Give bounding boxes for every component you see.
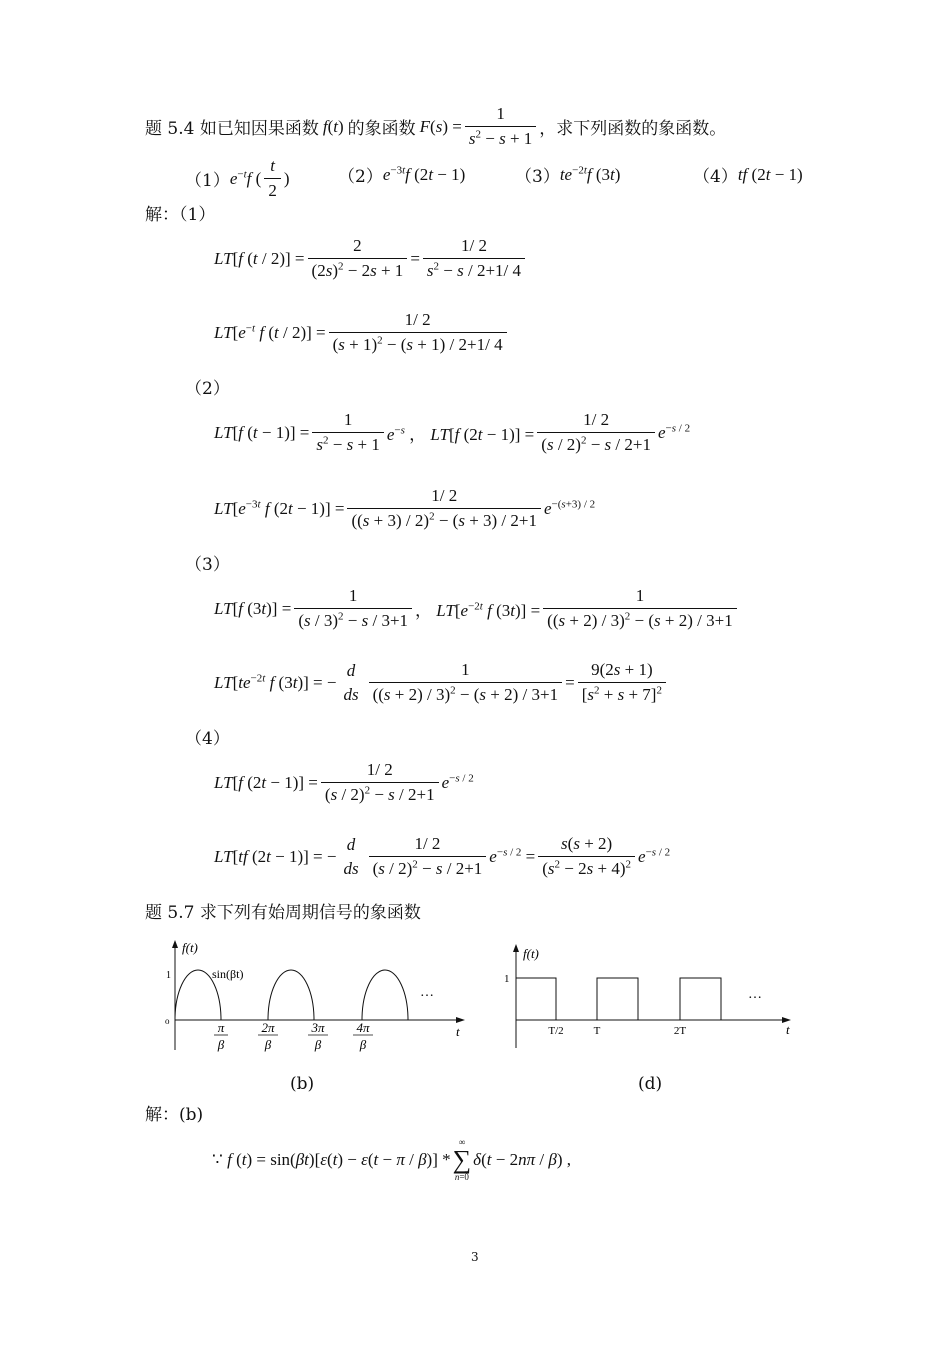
fig-d-ytick: 1 — [504, 973, 510, 985]
problem-5-4-heading — [145, 104, 726, 149]
fig-d-caption: (d) — [638, 1074, 663, 1094]
eq-3a: LT[f (3t)] = $\frac{1}{(s / 3)^2 - s / 3+1}$ ， $LT[e^{-2t}$ f (3t)] = $\frac{1}{((s + 2) / 3)^2 - (s + 2) / 3+1}$ — [214, 586, 740, 631]
part-4-label: （4） — [185, 729, 230, 749]
fig-b-xtick-3 — [308, 1020, 328, 1052]
solution-b-label: 解：(b) — [145, 1105, 204, 1125]
eq-4b: LT[tf (2t − 1)] = − d ds $\frac{1/ 2}{(s / 2)^2 - s / 2+1}$ $e^{-s / 2}$ = $\frac{s(s + 2)}{(s^2 - 2s + 4)^2}$ $e^{-s / 2}$ — [214, 834, 671, 878]
fig-b-xtick-1 — [214, 1020, 228, 1052]
item-3-label: （3） — [515, 167, 560, 187]
fig-b-xtick-2 — [258, 1020, 278, 1052]
svg-text:β: β — [314, 1037, 322, 1052]
fig-b-xtick-4 — [353, 1020, 373, 1052]
item-2-formula: $e^{-3t}f$ (2t − 1) — [382, 163, 466, 184]
fig-d-pulse-2 — [597, 978, 638, 1020]
part-3-label: （3） — [185, 555, 230, 575]
item-3-formula: $te^{-2t}f$ (3t) — [559, 163, 621, 184]
item-1-label: （1） — [185, 171, 230, 191]
formula-Fs: F(s) = — [419, 116, 462, 136]
eq-4a: LT[f (2t − 1)] = $\frac{1/ 2}{(s / 2)^2 - s / 2+1}$ $e^{-s / 2}$ — [214, 760, 474, 804]
item-1-frac: $\frac{t}{2}$ — [264, 156, 281, 201]
item-1: （1） $e^{-t}f$ ( $\frac{t}{2}$ ) — [185, 156, 290, 200]
fig-d-pulse-3 — [680, 978, 721, 1020]
fig-d-ylabel: f(t) — [523, 946, 539, 961]
svg-text:π: π — [217, 1020, 225, 1035]
fig-b-x-arrow — [456, 1017, 465, 1023]
page-number: 3 — [471, 1250, 479, 1264]
fig-d-xtick-half-T: T/2 — [548, 1025, 564, 1037]
svg-text:2π: 2π — [261, 1020, 275, 1035]
eq-2a: LT[f (t − 1)] = $\frac{1}{s^2 - s + 1}$ $e^{-s}$ ， LT[f (2t − 1)] = $\frac{1/ 2}{(s / 2)^2 - s / 2+1}$ $e^{-s / 2}$ — [214, 410, 691, 454]
svg-text:β: β — [217, 1037, 225, 1052]
fig-b-caption: (b) — [290, 1074, 315, 1094]
eq-3b: $LT[te^{-2t}$ f (3t)] = − d ds $\frac{1}{((s + 2) / 3)^2 - (s + 2) / 3+1}$ = $\frac{9(2s + 1)}{[s^2 + s + 7]^2}$ — [214, 660, 669, 705]
item-2-label: （2） — [338, 167, 383, 187]
item-3 — [515, 162, 620, 187]
eq-1a: LT[f (t / 2)] = $\frac{2}{(2s)^2 - 2s + 1}$ = $\frac{1/ 2}{s^2 - s / 2+1/ 4}$ — [214, 236, 528, 281]
problem-5-7-title: 题 5.7 求下列有始周期信号的象函数 — [145, 903, 421, 923]
problem-5-4-title-tail: ，求下列函数的象函数。 — [539, 119, 727, 139]
svg-text:4π: 4π — [356, 1020, 370, 1035]
fig-b-dots: … — [420, 985, 434, 1000]
figure-b — [150, 938, 480, 1058]
fig-b-curve-label: sin(βt) — [212, 967, 244, 981]
fig-b-ytick: 1 — [166, 970, 171, 981]
item-4 — [693, 162, 803, 187]
fig-d-pulse-1 — [516, 978, 556, 1020]
svg-text:β: β — [359, 1037, 367, 1052]
part-2-label: （2） — [185, 379, 230, 399]
fig-d-y-arrow — [513, 944, 519, 952]
eq-1b: $LT[e^{-t}$ f (t / 2)] = $\frac{1/ 2}{(s + 1)^2 - (s + 1) / 2+1/ 4}$ — [214, 310, 510, 355]
item-4-label: （4） — [693, 167, 738, 187]
svg-text:β: β — [264, 1037, 272, 1052]
item-2 — [338, 162, 465, 187]
fig-d-xtick-T: T — [593, 1025, 601, 1037]
fig-b-arch-2 — [268, 970, 314, 1020]
problem-5-4-title: 题 5.4 如已知因果函数 — [145, 119, 319, 139]
fig-d-xtick-2T: 2T — [673, 1025, 687, 1037]
figure-d — [500, 940, 800, 1055]
formula-ft: f(t) — [322, 116, 344, 136]
fig-b-y-arrow — [172, 940, 178, 948]
fig-b-ylabel: f(t) — [182, 940, 198, 955]
fig-b-origin: o — [165, 1016, 170, 1026]
problem-5-4-title-mid: 的象函数 — [347, 119, 416, 139]
item-4-formula: tf (2t − 1) — [737, 164, 803, 184]
svg-text:3π: 3π — [311, 1020, 325, 1035]
formula-Fs-fraction: $\frac{1}{s^2 - s + 1}$ — [465, 104, 536, 149]
fig-d-xlabel: t — [786, 1022, 790, 1037]
eq-2b: $LT[e^{-3t}$ f (2t − 1)] = $\frac{1/ 2}{((s + 3) / 2)^2 - (s + 3) / 2+1}$ $e^{-(s+3) / 2}$ — [214, 486, 596, 530]
fig-b-xlabel: t — [456, 1024, 460, 1039]
fig-b-arch-3 — [362, 970, 408, 1020]
fig-d-dots: … — [748, 987, 762, 1002]
eq-b-1: ∵ f (t) = sin(βt)[ε(t) − ε(t − π / β)] * ∞ ∑ n=0 δ(t − 2nπ / β) , — [212, 1137, 571, 1182]
item-1-formula: $e^{-t}f$ ( — [229, 167, 262, 188]
solution-1-label: 解：（1） — [145, 205, 216, 225]
